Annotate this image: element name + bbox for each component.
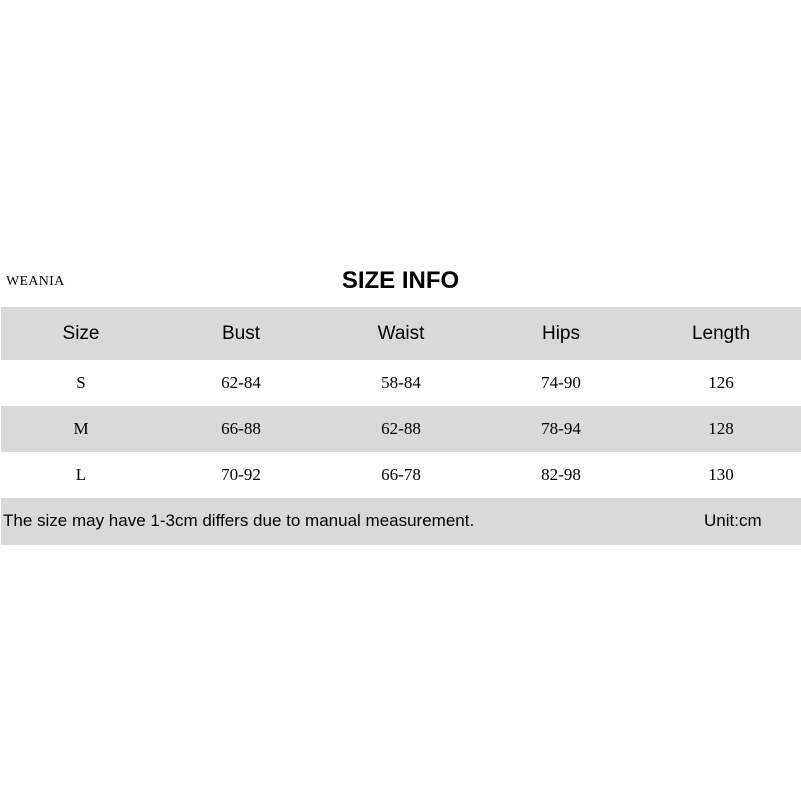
measurement-note: The size may have 1-3cm differs due to manual measurement. <box>3 511 475 530</box>
table-header-row <box>1 307 801 360</box>
cell-waist: 66-78 <box>381 465 421 484</box>
table-row <box>1 452 801 498</box>
header-hips: Hips <box>541 322 580 344</box>
page-title: SIZE INFO <box>341 267 460 294</box>
cell-length: 130 <box>708 465 734 484</box>
unit-label: Unit:cm <box>704 511 762 530</box>
table-row <box>1 360 801 406</box>
header-bust: Bust <box>221 322 261 344</box>
cell-waist: 62-88 <box>381 419 421 438</box>
header-length: Length <box>691 322 751 344</box>
table-row <box>1 406 801 452</box>
cell-hips: 74-90 <box>541 373 581 392</box>
cell-bust: 62-84 <box>221 373 261 392</box>
cell-hips: 82-98 <box>541 465 581 484</box>
cell-size: M <box>73 419 89 438</box>
table-footer <box>1 498 801 545</box>
cell-size: S <box>76 373 86 392</box>
cell-size: L <box>75 465 87 484</box>
brand-logo: WEANIA <box>6 274 65 289</box>
cell-length: 128 <box>708 419 734 438</box>
cell-length: 126 <box>708 373 734 392</box>
header-waist: Waist <box>377 322 425 344</box>
cell-bust: 70-92 <box>221 465 261 484</box>
header-size: Size <box>62 322 100 344</box>
size-table <box>1 307 801 545</box>
cell-bust: 66-88 <box>221 419 261 438</box>
cell-hips: 78-94 <box>541 419 581 438</box>
cell-waist: 58-84 <box>381 373 421 392</box>
